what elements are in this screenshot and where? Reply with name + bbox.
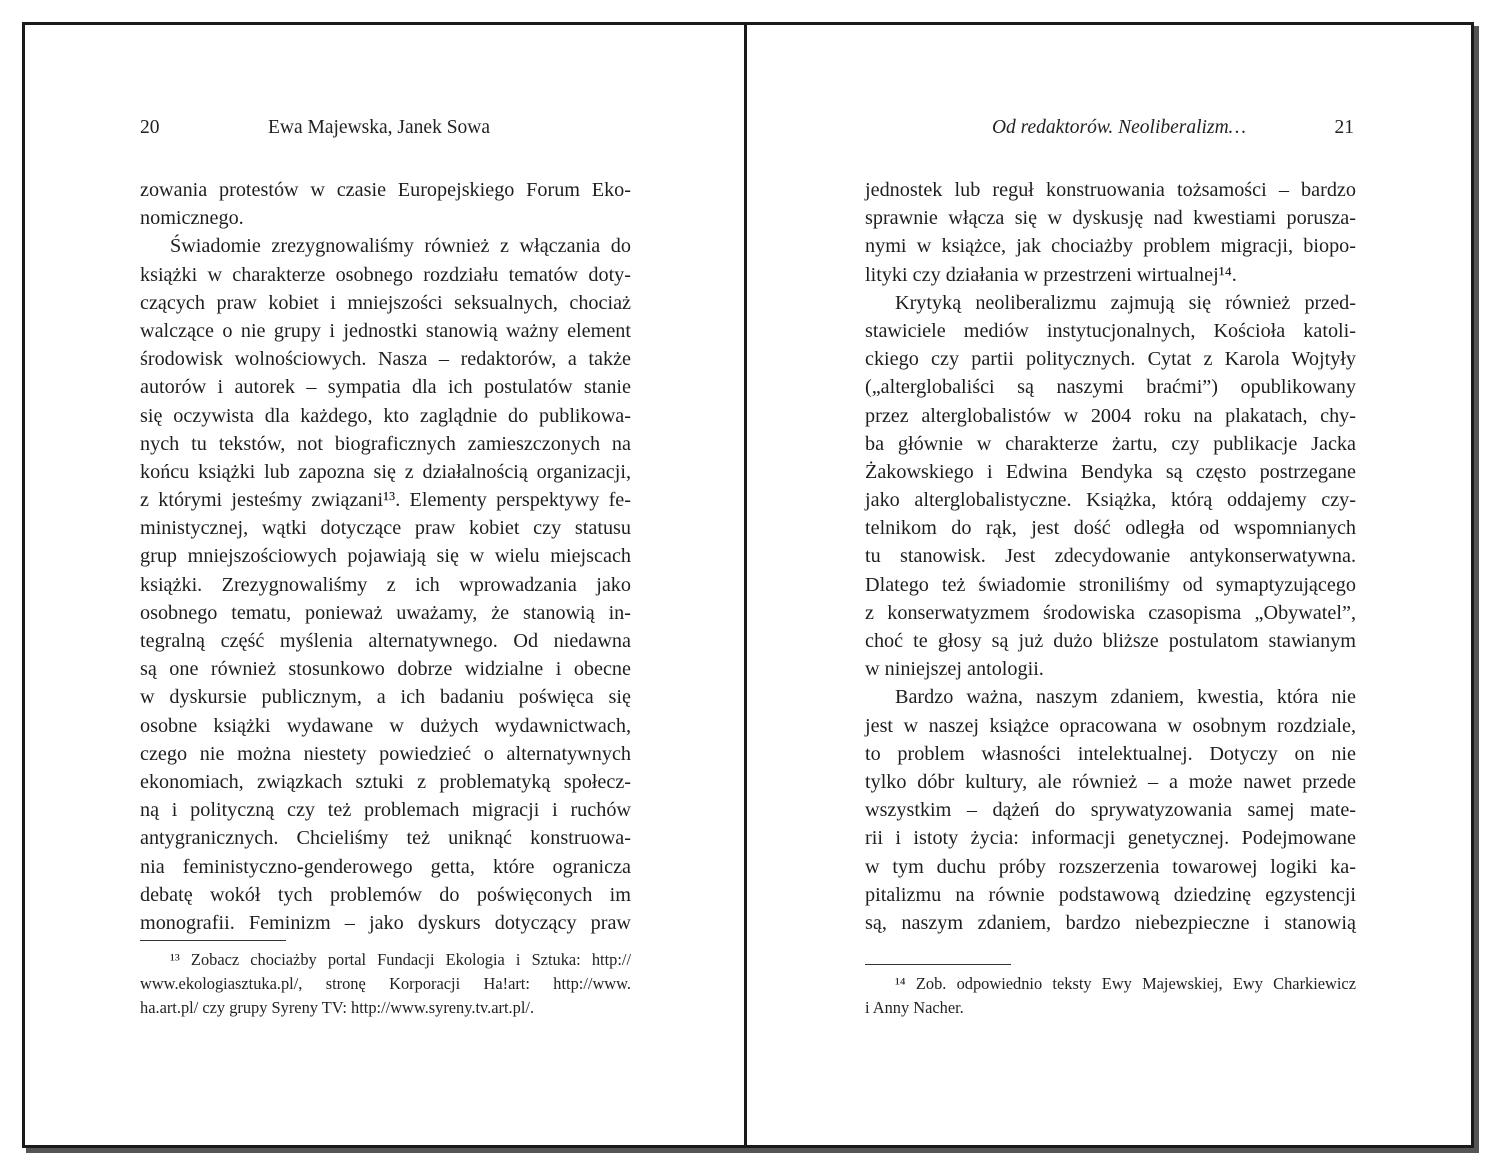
footnote-line: ¹⁴ Zob. odpowiednio teksty Ewy Majewskiej, Ewy Charkiewicz	[895, 974, 1356, 993]
text-line: ną i polityczną czy też problemach migracji i ruchów	[140, 799, 631, 822]
text-line: jednostek lub reguł konstruowania tożsamości – bardzo	[865, 179, 1356, 201]
text-line: jako alterglobalistyczne. Książka, którą oddajemy czy-	[865, 489, 1356, 512]
running-head: Ewa Majewska, Janek Sowa	[268, 117, 491, 138]
text-line: sprawnie włącza się w dyskusję nad kwestiami porusza-	[865, 207, 1356, 230]
left-page-header	[140, 117, 631, 143]
text-line: monografii. Feminizm – jako dyskurs dotyczący praw	[140, 911, 631, 934]
text-line: telnikom do rąk, jest dość odległa od wspomnianych	[865, 517, 1356, 540]
text-line: jest w naszej książce opracowana w osobnym rozdziale,	[865, 714, 1356, 737]
text-line: ba głównie w charakterze żartu, czy publikacje Jacka	[865, 432, 1356, 455]
text-line: zowania protestów w czasie Europejskiego Forum Eko-	[140, 179, 631, 201]
footnote-line: ¹³ Zobacz chociażby portal Fundacji Ekologia i Sztuka: http://	[170, 950, 631, 969]
text-line: debatę wokół tych problemów do poświęconych im	[140, 883, 631, 906]
text-line: antygranicznych. Chcieliśmy też uniknąć konstruowa-	[140, 827, 631, 850]
text-line: nymi w książce, jak chociażby problem migracji, biopo-	[865, 235, 1356, 258]
footnotes	[865, 972, 1356, 1020]
body-text	[140, 176, 631, 937]
text-line: książki. Zrezygnowaliśmy z ich wprowadzania jako	[140, 573, 631, 596]
page-shadow-bottom	[26, 1148, 1479, 1153]
footnote-line: ha.art.pl/ czy grupy Syreny TV: http://www.syreny.tv.art.pl/.	[140, 998, 535, 1017]
body-text	[865, 176, 1356, 937]
text-line: są one również stosunkowo dobrze widzialne i obecne	[140, 658, 631, 681]
text-line: czego nie można niestety powiedzieć o alternatywnych	[140, 742, 631, 765]
text-line: są, naszym zdaniem, bardzo niebezpieczne i stanowią	[865, 911, 1356, 934]
text-line: tegralną część myślenia alternatywnego. Od niedawna	[140, 630, 631, 652]
text-line: Krytyką neoliberalizmu zajmują się również przed-	[895, 291, 1356, 314]
page-number: 20	[140, 117, 160, 138]
text-line: z którymi jesteśmy związani¹³. Elementy perspektywy fe-	[140, 489, 631, 512]
text-line: z konserwatyzmem środowiska czasopisma „Obywatel”,	[865, 601, 1356, 624]
text-line: tylko dóbr kultury, ale również – a może nawet przede	[865, 770, 1356, 793]
book-gutter	[744, 22, 747, 1148]
page-shadow-right	[1474, 26, 1479, 1152]
right-page	[865, 22, 1356, 1148]
text-line: się oczywista dla każdego, kto zaglądnie do publikowa-	[140, 404, 631, 427]
footnote-line: www.ekologiasztuka.pl/, stronę Korporacji Ha!art: http://www.	[140, 974, 631, 993]
text-line: osobnego tematu, ponieważ uważamy, że stanowią in-	[140, 601, 631, 624]
text-line: ckiego czy partii politycznych. Cytat z Karola Wojtyły	[865, 348, 1356, 371]
text-line: przez alterglobalistów w 2004 roku na plakatach, chy-	[865, 404, 1356, 427]
footnotes	[140, 948, 631, 1020]
text-line: Dlatego też świadomie stroniliśmy od symaptyzującego	[865, 573, 1356, 596]
text-line: Żakowskiego i Edwina Bendyka są często postrzegane	[865, 460, 1356, 483]
text-line: rii i istoty życia: informacji genetycznej. Podejmowane	[865, 827, 1356, 850]
text-line: ministycznej, wątki dotyczące praw kobiet czy statusu	[140, 517, 631, 540]
text-line: autorów i autorek – sympatia dla ich postulatów stanie	[140, 376, 631, 399]
footnote-rule	[865, 964, 1011, 965]
text-line: lityki czy działania w przestrzeni wirtualnej¹⁴.	[865, 263, 1237, 286]
text-line: książki w charakterze osobnego rozdziału tematów doty-	[140, 263, 631, 286]
left-page	[140, 22, 631, 1148]
text-line: nych tu tekstów, not biograficznych zamieszczonych na	[140, 432, 631, 455]
text-line: nia feministyczno-genderowego getta, które ogranicza	[140, 855, 631, 878]
text-line: to problem własności intelektualnej. Dotyczy on nie	[865, 742, 1356, 765]
text-line: w niniejszej antologii.	[865, 658, 1044, 681]
text-line: czących praw kobiet i mniejszości seksualnych, chociaż	[140, 291, 631, 314]
running-head: Od redaktorów. Neoliberalizm…	[991, 117, 1246, 138]
text-line: w dyskursie publicznym, a ich badaniu poświęca się	[140, 686, 631, 709]
footnote-line: i Anny Nacher.	[865, 998, 964, 1017]
text-line: stawiciele mediów instytucjonalnych, Kościoła katoli-	[865, 319, 1356, 342]
text-line: środowisk wolnościowych. Nasza – redaktorów, a także	[140, 348, 631, 371]
text-line: grup mniejszościowych pojawiają się w wielu miejscach	[140, 545, 631, 568]
text-line: pitalizmu na równie podstawową dziedzinę egzystencji	[865, 883, 1356, 906]
text-line: („alterglobaliści są naszymi braćmi”) opublikowany	[865, 376, 1356, 399]
text-line: ekonomiach, związkach sztuki z problematyką społecz-	[140, 770, 631, 793]
text-line: wszystkim – dążeń do sprywatyzowania samej mate-	[865, 799, 1356, 822]
text-line: końcu książki lub zapozna się z działalnością organizacji,	[140, 460, 631, 483]
text-line: w tym duchu próby rozszerzenia towarowej logiki ka-	[865, 855, 1356, 878]
text-line: tu stanowisk. Jest zdecydowanie antykonserwatywna.	[865, 545, 1356, 568]
text-line: walczące o nie grupy i jednostki stanowią ważny element	[140, 319, 631, 342]
right-page-header	[865, 117, 1356, 143]
text-line: choć te głosy są już dużo bliższe postulatom stawianym	[865, 630, 1356, 652]
text-line: Świadomie zrezygnowaliśmy również z włączania do	[170, 235, 631, 258]
text-line: osobne książki wydawane w dużych wydawnictwach,	[140, 714, 631, 737]
text-line: nomicznego.	[140, 207, 244, 230]
text-line: Bardzo ważna, naszym zdaniem, kwestia, która nie	[895, 686, 1356, 709]
page-number: 21	[1334, 117, 1354, 138]
footnote-rule	[140, 940, 286, 941]
